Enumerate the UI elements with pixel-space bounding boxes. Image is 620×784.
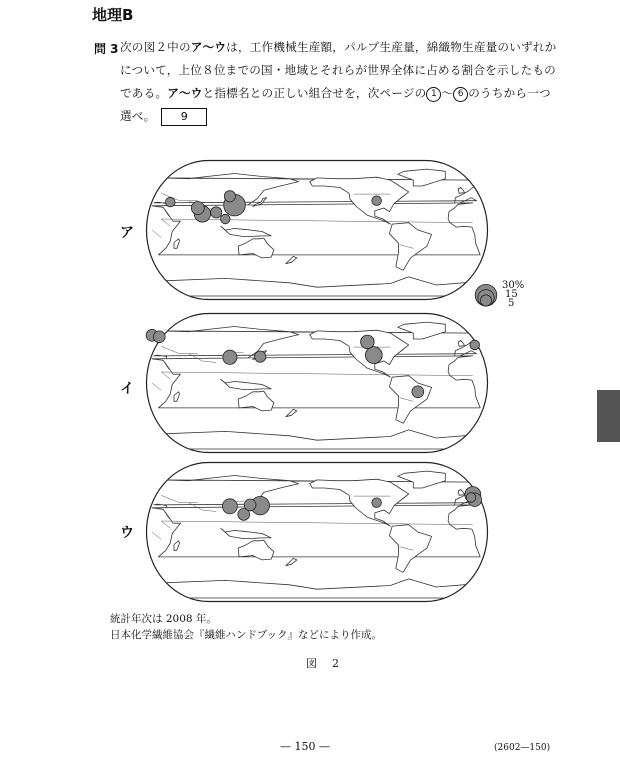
land-antarctica xyxy=(152,430,482,449)
answer-box[interactable]: 9 xyxy=(161,108,207,126)
share-bubble xyxy=(255,351,266,362)
note-stat-year: 統計年次は 2008 年。 xyxy=(110,613,217,625)
legend-label-30: 30% xyxy=(502,280,525,291)
land-antarctica xyxy=(152,277,482,296)
border-line xyxy=(152,383,161,390)
index-tab xyxy=(597,390,620,442)
question-text-part: は，工作機械生産額，パルプ生産量，綿織物生産量のいずれかについて，上位８位までの国・地域とそれらが世界全体に占める割合を示したものである。 xyxy=(120,40,557,100)
land-new-zealand xyxy=(286,409,297,416)
subject-heading: 地理B xyxy=(92,6,134,24)
choice-range: ～ xyxy=(441,86,454,100)
share-bubble xyxy=(224,191,235,202)
share-bubble xyxy=(153,331,165,343)
land-new-zealand xyxy=(286,256,297,263)
share-bubble xyxy=(372,196,382,206)
land-new-zealand xyxy=(286,558,297,565)
share-bubble xyxy=(466,493,476,503)
legend-label-15: 15 xyxy=(505,289,518,300)
legend-label-5: 5 xyxy=(508,298,515,309)
share-bubble xyxy=(223,350,237,364)
border-line xyxy=(161,346,198,353)
figure-caption: 図 2 xyxy=(306,657,341,670)
map-land-group xyxy=(152,322,482,449)
border-line xyxy=(152,532,161,539)
choice-circled-6: 6 xyxy=(453,87,468,102)
bubble-size-legend xyxy=(476,282,500,308)
share-bubble xyxy=(470,340,480,350)
border-line xyxy=(152,230,161,237)
question-text-part: と指標名との正しい組合せを，次ページの xyxy=(202,86,427,100)
land-africa xyxy=(152,505,480,557)
share-bubble xyxy=(365,347,382,364)
share-bubble xyxy=(222,499,237,514)
world-map-a xyxy=(146,160,488,300)
share-bubble xyxy=(361,335,375,349)
share-bubble xyxy=(244,499,256,511)
page-code: (2602—150) xyxy=(494,743,551,753)
question-bold-au: ア～ウ xyxy=(167,86,203,100)
map-label-u: ウ xyxy=(120,525,134,541)
page-number: — 150 — xyxy=(280,740,330,753)
map-land-group xyxy=(152,471,482,598)
share-bubble xyxy=(372,498,382,508)
share-bubble xyxy=(211,207,222,218)
note-source: 日本化学繊維協会『繊維ハンドブック』などにより作成。 xyxy=(110,629,382,641)
map-label-i: イ xyxy=(120,381,134,397)
choice-circled-1: 1 xyxy=(426,87,441,102)
share-bubble xyxy=(221,214,231,224)
world-map-u xyxy=(146,462,488,602)
question-bold-au: ア～ウ xyxy=(190,40,227,54)
question-text-part: のうちから一つ選べ。 xyxy=(120,86,551,123)
share-bubble xyxy=(412,386,424,398)
map-land-group xyxy=(152,169,482,296)
share-bubble xyxy=(191,202,204,215)
question-text-part: 次の図２中の xyxy=(120,40,191,54)
world-map-i xyxy=(146,313,488,453)
map-label-a: ア xyxy=(120,225,134,241)
share-bubble xyxy=(166,197,176,207)
land-antarctica xyxy=(152,579,482,598)
border-line xyxy=(161,495,198,502)
land-africa xyxy=(152,356,480,408)
question-number: 問 3 xyxy=(94,42,119,56)
question-text xyxy=(120,36,560,128)
